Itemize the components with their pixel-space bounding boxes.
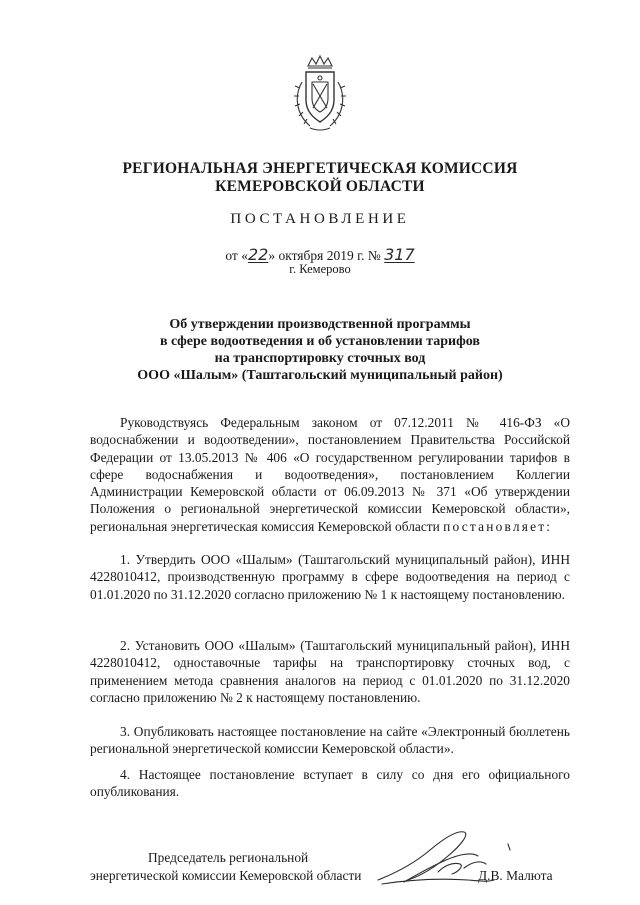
intro-text: Руководствуясь Федеральным законом от 07.12.2011 № 416-ФЗ «О водоснабжении и водоотведении», постановлением Правительства Российской Федерации от 13.05.2013 № 406 «О государственном регулировании тарифов в сфере водоснабжения и водоотведения», постановлением Коллегии Администрации Кемеровской области от 06.09.2013 № 371 «Об утверждении Положения о региональной энергетической комиссии Кемеровской области», региональная энергетическая комиссия Кемеровской области	[90, 415, 570, 534]
item-1-text: 1. Утвердить ООО «Шалым» (Таштагольский муниципальный район), ИНН 4228010412, производственную программу в сфере водоотведения на период с 01.01.2020 по 31.12.2020 согласно приложению № 1 к настоящему постановлению.	[90, 552, 570, 602]
organization-name-line1: РЕГИОНАЛЬНАЯ ЭНЕРГЕТИЧЕСКАЯ КОМИССИЯ	[122, 160, 518, 177]
intro-paragraph	[90, 414, 570, 535]
intro-keyword: постановляет:	[443, 518, 553, 534]
signatory-name: Д.В. Малюта	[478, 868, 553, 883]
coat-of-arms-icon	[288, 52, 352, 134]
title-line3: на транспортировку сточных вод	[214, 351, 426, 366]
item-2-text: 2. Установить ООО «Шалым» (Таштагольский муниципальный район), ИНН 4228010412, одноставочные тарифы на транспортировку сточных вод, с применением метода сравнения аналогов на период с 01.01.2020 по 31.12.2020 согласно приложению № 2 к настоящему постановлению.	[90, 638, 570, 705]
organization-name-line2: КЕМЕРОВСКОЙ ОБЛАСТИ	[215, 178, 425, 195]
date-prefix: от «	[225, 248, 248, 263]
title-line2: в сфере водоотведения и об установлении тарифов	[160, 334, 480, 349]
date-day: 22	[247, 245, 269, 264]
date-middle: » октября 2019 г. №	[268, 248, 381, 263]
item-3-text: 3. Опубликовать настоящее постановление на сайте «Электронный бюллетень региональной энергетической комиссии Кемеровской области».	[90, 724, 570, 757]
item-1	[90, 551, 570, 603]
signatory-position-line1: Председатель региональной	[148, 850, 309, 865]
document-type: ПОСТАНОВЛЕНИЕ	[230, 211, 410, 227]
item-4	[90, 766, 570, 801]
handwritten-signature-icon	[368, 822, 518, 892]
item-2	[90, 637, 570, 706]
title-line1: Об утверждении производственной программы	[169, 317, 471, 332]
item-3	[90, 723, 570, 758]
title-line4: ООО «Шалым» (Таштагольский муниципальный район)	[137, 368, 503, 383]
city: г. Кемерово	[289, 262, 351, 276]
document-number: 317	[384, 245, 415, 264]
signatory-position-line2: энергетической комиссии Кемеровской области	[90, 868, 362, 883]
item-4-text: 4. Настоящее постановление вступает в силу со дня его официального опубликования.	[90, 767, 570, 800]
